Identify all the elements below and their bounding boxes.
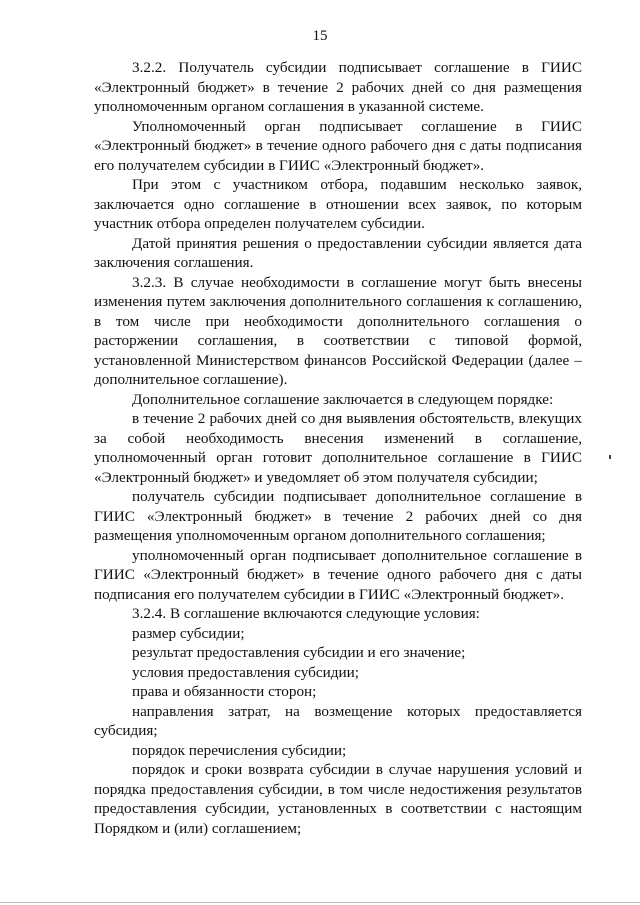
paragraph-3-2-4: 3.2.4. В соглашение включаются следующие условия: xyxy=(132,605,480,622)
paragraph-3-2-2: 3.2.2. Получатель субсидии подписывает соглашение в ГИИС «Электронный бюджет» в течение 2 рабочих дней со дня размещения уполномоченным органом соглашения в указанной системе. xyxy=(94,59,582,115)
paragraph-order-step-1: в течение 2 рабочих дней со дня выявления обстоятельств, влекущих за собой необходимость внесения изменений в соглашение, уполномоченный орган готовит дополнительное соглашение в ГИИС «Электронный бюджет» и уведомляет об этом получателя субсидии; xyxy=(94,410,582,486)
list-item-transfer-procedure: порядок перечисления субсидии; xyxy=(132,741,347,759)
page-number: 15 xyxy=(312,28,328,44)
list-item-subsidy-amount: размер субсидии; xyxy=(132,624,245,642)
page-bottom-edge xyxy=(0,902,640,903)
scan-mark xyxy=(609,455,611,459)
document-body xyxy=(94,58,582,838)
paragraph-order-step-3: уполномоченный орган подписывает дополнительное соглашение в ГИИС «Электронный бюджет» в течение одного рабочего дня с даты подписания его получателем субсидии в ГИИС «Электронный бюджет». xyxy=(94,546,582,603)
paragraph-order-step-2: получатель субсидии подписывает дополнительное соглашение в ГИИС «Электронный бюджет» в течение 2 рабочих дней со дня размещения уполномоченным органом дополнительного соглашения; xyxy=(94,488,582,544)
paragraph-multiple-applications: При этом с участником отбора, подавшим несколько заявок, заключается одно соглашение в отношении всех заявок, по которым участник отбора определен получателем субсидии. xyxy=(94,176,582,232)
paragraph-additional-agreement-order: Дополнительное соглашение заключается в следующем порядке: xyxy=(132,390,554,408)
paragraph-authority-signs: Уполномоченный орган подписывает соглашение в ГИИС «Электронный бюджет» в течение одного рабочего дня с даты подписания его получателем субсидии в ГИИС «Электронный бюджет». xyxy=(94,117,582,174)
list-item-rights-obligations: права и обязанности сторон; xyxy=(132,683,317,700)
list-item-conditions: условия предоставления субсидии; xyxy=(132,663,359,681)
paragraph-decision-date: Датой принятия решения о предоставлении субсидии является дата заключения соглашения. xyxy=(94,234,582,271)
list-item-result: результат предоставления субсидии и его значение; xyxy=(132,644,466,661)
list-item-cost-directions: направления затрат, на возмещение которых предоставляется субсидия; xyxy=(94,702,582,739)
list-item-refund-procedure: порядок и сроки возврата субсидии в случае нарушения условий и порядка предоставления субсидии, в том числе недостижения результатов предоставления субсидии, установленных в соответствии с настоящим Порядком и (или) соглашением; xyxy=(94,761,582,837)
paragraph-3-2-3: 3.2.3. В случае необходимости в соглашение могут быть внесены изменения путем заключения дополнительного соглашения к соглашению, в том числе при необходимости дополнительного соглашения о расторжении соглашения, в соответствии с типовой формой, установленной Министерством финансов Российской Федерации (далее – дополнительное соглашение). xyxy=(94,273,582,388)
